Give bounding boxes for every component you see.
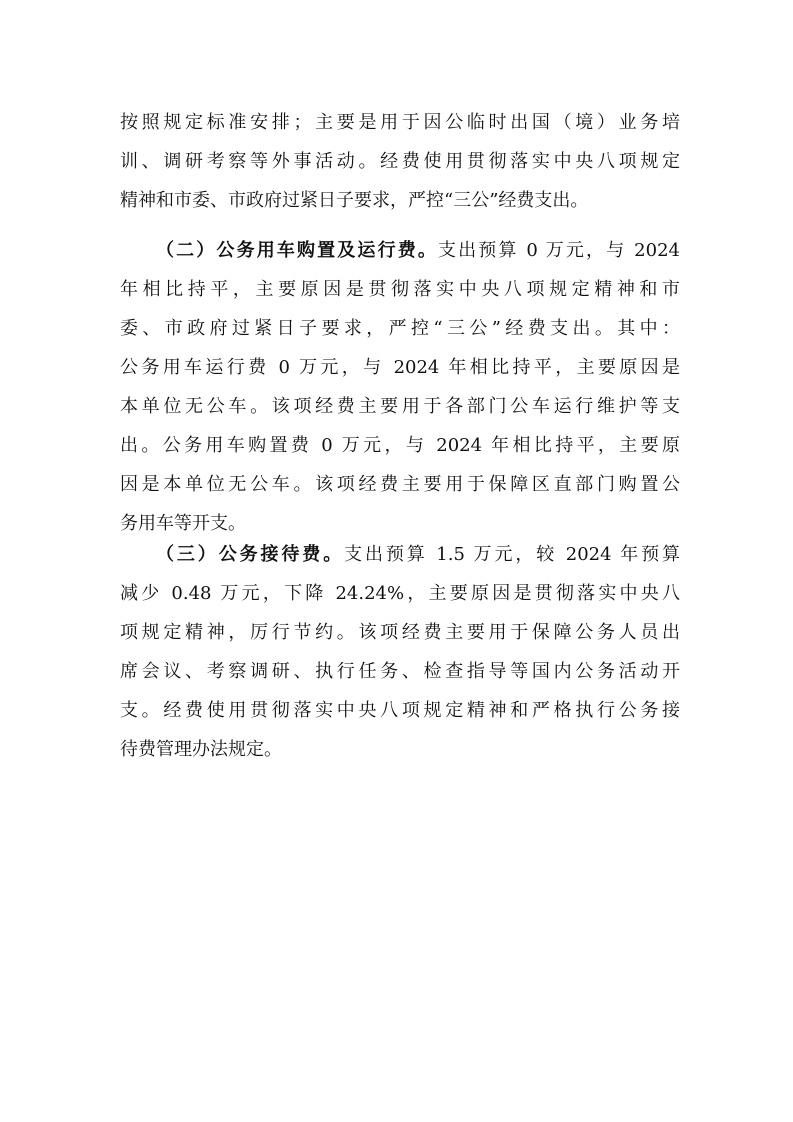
paragraph-line: 训、调研考察等外事活动。经费使用贯彻落实中央八项规定 xyxy=(120,151,680,172)
paragraph-line: 年相比持平，主要原因是贯彻落实中央八项规定精神和市 xyxy=(120,279,680,300)
section-first-line xyxy=(120,535,680,574)
paragraph-line: 本单位无公车。该项经费主要用于各部门公车运行维护等支 xyxy=(120,396,680,417)
paragraph-line: 因是本单位无公车。该项经费主要用于保障区直部门购置公 xyxy=(120,474,680,495)
paragraph-line: 减少 0.48 万元，下降 24.24%，主要原因是贯彻落实中央八 xyxy=(120,583,680,604)
paragraph-line: 按照规定标准安排；主要是用于因公临时出国（境）业务培 xyxy=(120,112,680,133)
section-vehicles xyxy=(120,231,680,543)
paragraph-line: 公务用车运行费 0 万元，与 2024 年相比持平，主要原因是 xyxy=(120,357,680,378)
section-first-line-text: 支出预算 0 万元，与 2024 xyxy=(438,240,680,261)
paragraph-line: 精神和市委、市政府过紧日子要求，严控“三公”经费支出。 xyxy=(120,190,589,211)
paragraph-line: 委、市政府过紧日子要求，严控“三公”经费支出。其中： xyxy=(120,318,680,339)
section-heading: （三）公务接待费。 xyxy=(156,544,345,565)
section-heading: （二）公务用车购置及运行费。 xyxy=(156,240,438,261)
paragraph-line: 项规定精神，厉行节约。该项经费主要用于保障公务人员出 xyxy=(120,622,680,643)
paragraph-line: 席会议、考察调研、执行任务、检查指导等国内公务活动开 xyxy=(120,661,680,682)
section-first-line xyxy=(120,231,680,270)
section-reception xyxy=(120,535,680,769)
paragraph-line: 待费管理办法规定。 xyxy=(120,739,282,760)
paragraph-line: 支。经费使用贯彻落实中央八项规定精神和严格执行公务接 xyxy=(120,700,680,721)
paragraph-line: 出。公务用车购置费 0 万元，与 2024 年相比持平，主要原 xyxy=(120,435,680,456)
paragraph-intro xyxy=(120,103,680,220)
paragraph-line: 务用车等开支。 xyxy=(120,513,246,534)
section-first-line-text: 支出预算 1.5 万元，较 2024 年预算 xyxy=(344,544,680,565)
